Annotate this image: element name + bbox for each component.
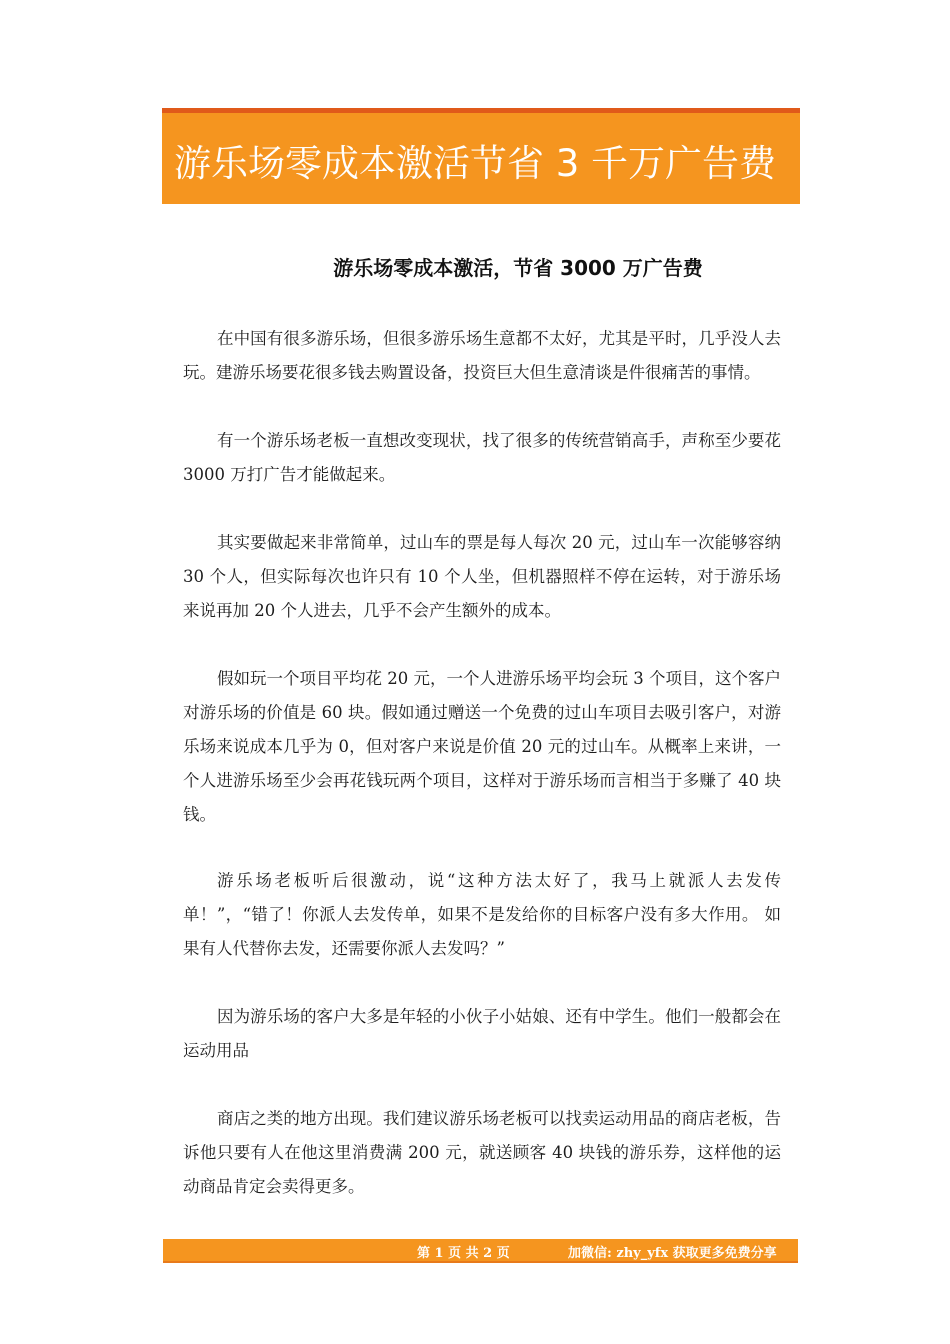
paragraph-2: 有一个游乐场老板一直想改变现状，找了很多的传统营销高手，声称至少要花 3000 万打广告才能做起来。 [183,431,781,484]
paragraph-3: 其实要做起来非常简单，过山车的票是每人每次 20 元，过山车一次能够容纳 30 个人，但实际每次也许只有 10 个人坐，但机器照样不停在运转，对于游乐场来说再加 20 个人进去，几乎不会产生额外的成本。 [183,533,781,620]
paragraph-5: 游乐场老板听后很激动，说“这种方法太好了，我马上就派人去发传单！”，“错了！你派人去发传单，如果不是发给你的目标客户没有多大作用。 如果有人代替你去发，还需要你派人去发吗？” [183,871,781,958]
paragraph-7: 商店之类的地方出现。我们建议游乐场老板可以找卖运动用品的商店老板，告诉他只要有人在他这里消费满 200 元，就送顾客 40 块钱的游乐券，这样他的运动商品肯定会卖得更多。 [183,1109,781,1196]
header-banner [162,108,800,204]
paragraph-4: 假如玩一个项目平均花 20 元，一个人进游乐场平均会玩 3 个项目，这个客户对游乐场的价值是 60 块。假如通过赠送一个免费的过山车项目去吸引客户，对游乐场来说成本几乎为 0，但对客户来说是价值 20 元的过山车。从概率上来讲，一个人进游乐场至少会再花钱玩两个项目，这样对于游乐场而言相当于多赚了 40 块钱。 [183,669,781,824]
page-indicator: 第 1 页 共 2 页 [417,1246,510,1261]
document-title: 游乐场零成本激活，节省 3000 万广告费 [333,256,703,280]
footer-bar [163,1239,798,1263]
paragraph-1: 在中国有很多游乐场，但很多游乐场生意都不太好，尤其是平时，几乎没人去玩。建游乐场要花很多钱去购置设备，投资巨大但生意清谈是件很痛苦的事情。 [183,329,781,382]
banner-title: 游乐场零成本激活节省 3 千万广告费 [174,142,777,185]
footer-promo-text: 加微信: zhy_yfx 获取更多免费分享 [568,1246,777,1261]
paragraph-6: 因为游乐场的客户大多是年轻的小伙子小姑娘、还有中学生。他们一般都会在运动用品 [183,1007,781,1060]
